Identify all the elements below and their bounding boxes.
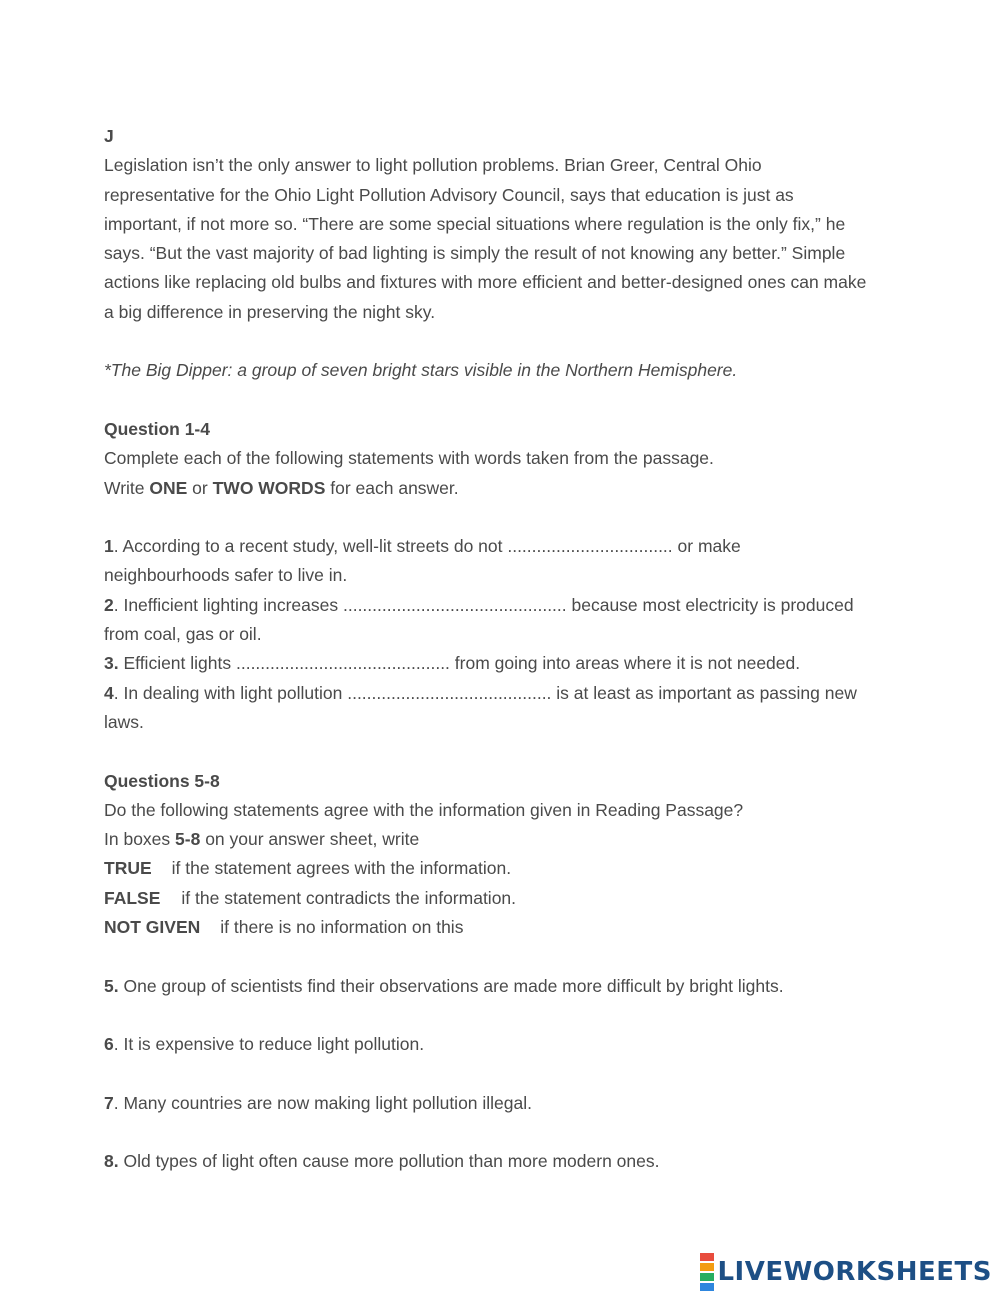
paragraph-line: actions like replacing old bulbs and fixtures with more efficient and better-designed ones can make — [104, 272, 867, 293]
true-definition: TRUE if the statement agrees with the information. — [104, 858, 512, 879]
question-4-continued: laws. — [104, 711, 144, 732]
question-7: 7. Many countries are now making light pollution illegal. — [104, 1092, 533, 1113]
logo-block — [700, 1263, 714, 1271]
paragraph-line: says. “But the vast majority of bad lighting is simply the result of not knowing any better.” Simple — [104, 243, 846, 264]
question-2-continued: from coal, gas or oil. — [104, 624, 262, 645]
question-8: 8. Old types of light often cause more pollution than more modern ones. — [104, 1151, 660, 1172]
logo-text: LIVEWORKSHEETS — [717, 1257, 992, 1287]
question-3: 3. Efficient lights ............................................ from going into areas where it is not needed. — [104, 653, 801, 674]
paragraph-line: important, if not more so. “There are some special situations where regulation is the only fix,” he — [104, 213, 846, 234]
liveworksheets-logo — [700, 1252, 992, 1292]
question-2: 2. Inefficient lighting increases .............................................. because most electricity is produced — [104, 594, 854, 615]
question-1-4-instruction: Complete each of the following statements with words taken from the passage. — [104, 448, 714, 469]
logo-block — [700, 1283, 714, 1291]
logo-blocks-icon — [700, 1252, 714, 1292]
question-5-8-heading: Questions 5-8 — [104, 770, 220, 791]
question-6: 6. It is expensive to reduce light pollution. — [104, 1034, 425, 1055]
question-4: 4. In dealing with light pollution .......................................... is at least as important as passing new — [104, 682, 857, 703]
paragraph-line: representative for the Ohio Light Pollution Advisory Council, says that education is just as — [104, 184, 794, 205]
word-limit-instruction: Write ONE or TWO WORDS for each answer. — [104, 477, 459, 498]
question-5-8-instruction: Do the following statements agree with the information given in Reading Passage? — [104, 799, 744, 820]
section-letter: J — [104, 126, 114, 146]
paragraph-line: a big difference in preserving the night sky. — [104, 301, 436, 322]
worksheet-page — [104, 122, 904, 1177]
footnote: *The Big Dipper: a group of seven bright stars visible in the Northern Hemisphere. — [104, 360, 738, 381]
false-definition: FALSE if the statement contradicts the information. — [104, 887, 517, 908]
question-1-4-heading: Question 1-4 — [104, 418, 210, 439]
question-1: 1. According to a recent study, well-lit streets do not .................................. or make — [104, 536, 741, 557]
not-given-definition: NOT GIVEN if there is no information on this — [104, 917, 464, 938]
logo-block — [700, 1273, 714, 1281]
question-5: 5. One group of scientists find their observations are made more difficult by bright lights. — [104, 975, 784, 996]
question-1-continued: neighbourhoods safer to live in. — [104, 565, 348, 586]
logo-block — [700, 1253, 714, 1261]
paragraph-line: Legislation isn’t the only answer to light pollution problems. Brian Greer, Central Ohio — [104, 155, 762, 176]
answer-sheet-instruction: In boxes 5-8 on your answer sheet, write — [104, 829, 420, 850]
